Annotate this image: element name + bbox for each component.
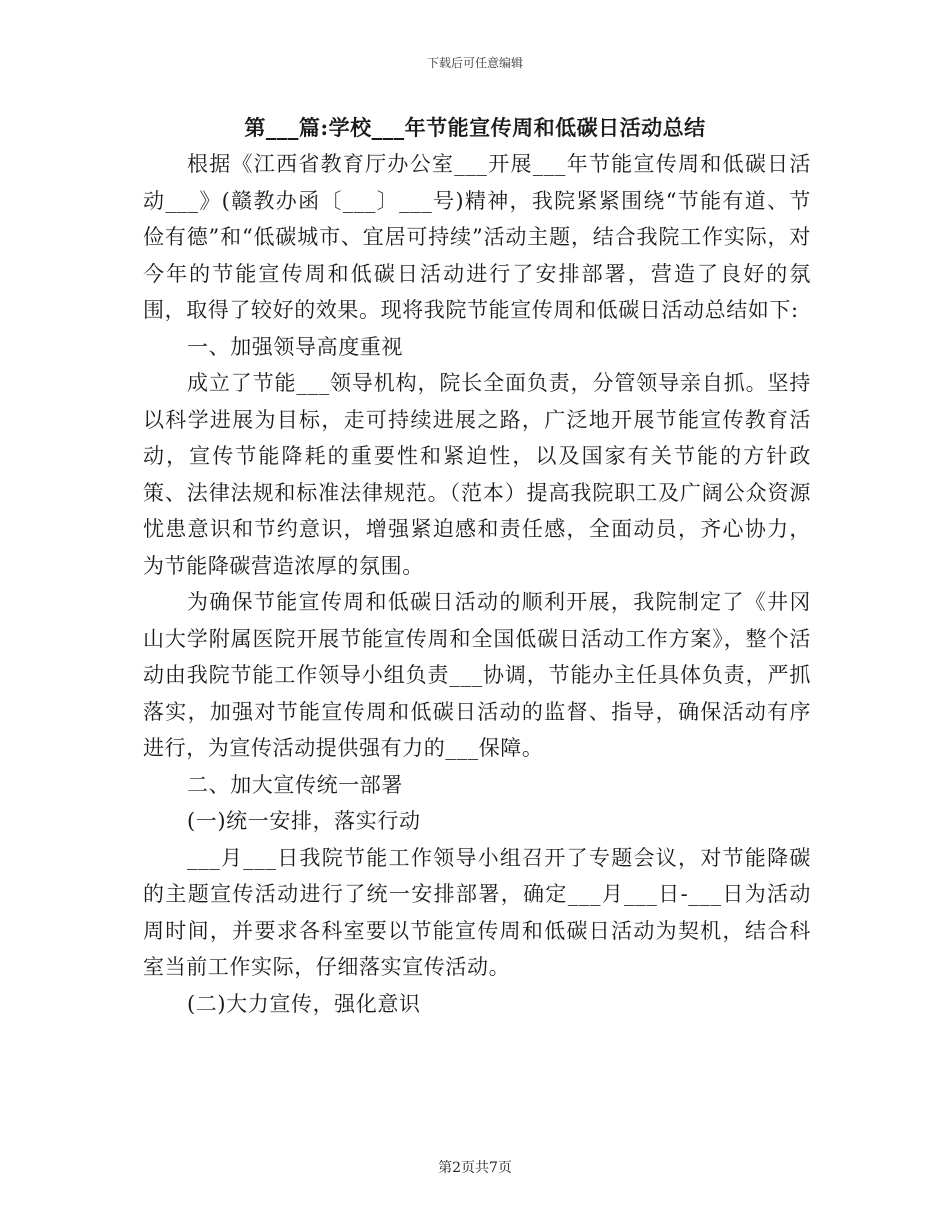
section-heading-1: 一、加强领导高度重视 bbox=[187, 334, 403, 359]
subsection-heading-1: (一)统一安排，落实行动 bbox=[187, 809, 421, 833]
subsection-heading-2: (二)大力宣传，强化意识 bbox=[187, 991, 421, 1016]
paragraph-body: 成立了节能___领导机构，院长全面负责，分管领导亲自抓。坚持以科学进展为目标，走可持续进展之路，广泛地开展节能宣传教育活动，宣传节能降耗的重要性和紧迫性，以及国家有关节能的方针政策、法律法规和标准法律规范。（范本）提高我院职工及广阔公众资源忧患意识和节约意识，增强紧迫感和责任感，全面动员，齐心协力，为节能降碳营造浓厚的氛围。 bbox=[143, 371, 811, 578]
paragraph-body: ___月___日我院节能工作领导小组召开了专题会议，对节能降碳的主题宣传活动进行了统一安排部署，确定___月___日-___日为活动周时间，并要求各科室要以节能宣传周和低碳日活动为契机，结合科室当前工作实际，仔细落实宣传活动。 bbox=[143, 845, 811, 979]
paragraph-intro: 根据《江西省教育厅办公室___开展___年节能宣传周和低碳日活动___》(赣教办函〔___〕___号)精神，我院紧紧围绕“节能有道、节俭有德”和“低碳城市、宜居可持续”活动主题，结合我院工作实际，对今年的节能宣传周和低碳日活动进行了安排部署，营造了良好的氛围，取得了较好的效果。现将我院节能宣传周和低碳日活动总结如下: bbox=[143, 152, 811, 322]
header-note: 下载后可任意编辑 bbox=[426, 56, 523, 70]
document-title: 第___篇:学校___年节能宣传周和低碳日活动总结 bbox=[244, 115, 706, 140]
document-body bbox=[143, 146, 811, 1022]
page-footer: 第2页共7页 bbox=[438, 1160, 512, 1176]
paragraph-body: 为确保节能宣传周和低碳日活动的顺利开展，我院制定了《井冈山大学附属医院开展节能宣传周和全国低碳日活动工作方案》，整个活动由我院节能工作领导小组负责___协调，节能办主任具体负责，严抓落实，加强对节能宣传周和低碳日活动的监督、指导，确保活动有序进行，为宣传活动提供强有力的___保障。 bbox=[143, 590, 811, 760]
section-heading-2: 二、加大宣传统一部署 bbox=[187, 772, 403, 797]
